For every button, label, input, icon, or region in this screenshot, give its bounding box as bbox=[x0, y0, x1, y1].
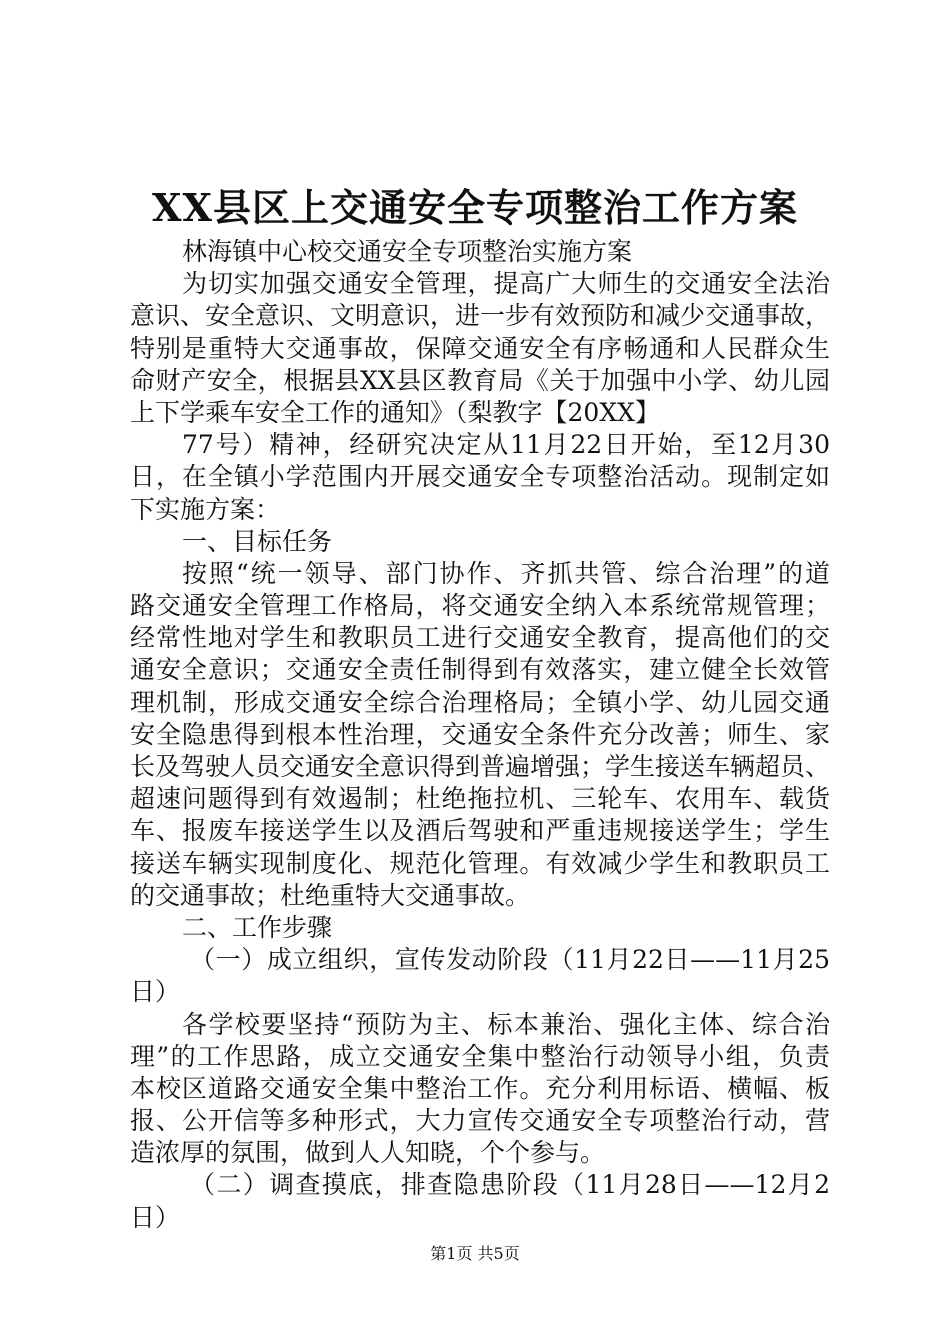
paragraph-line: 接送车辆实现制度化、规范化管理。有效减少学生和教职员工 bbox=[130, 848, 830, 878]
subsection-heading: 日） bbox=[130, 977, 181, 1007]
subsection-heading: 日） bbox=[130, 1202, 181, 1232]
paragraph-line: 意识、安全意识、文明意识，进一步有效预防和减少交通事故， bbox=[130, 301, 831, 331]
paragraph-line: 路交通安全管理工作格局，将交通安全纳入本系统常规管理； bbox=[130, 591, 830, 621]
subtitle-line: 林海镇中心校交通安全专项整治实施方案 bbox=[182, 237, 633, 266]
paragraph-line: 日，在全镇小学范围内开展交通安全专项整治活动。现制定如 bbox=[130, 462, 830, 492]
paragraph-line: 的交通事故；杜绝重特大交通事故。 bbox=[130, 880, 531, 910]
paragraph-line: 特别是重特大交通事故，保障交通安全有序畅通和人民群众生 bbox=[130, 333, 830, 363]
document-body bbox=[130, 236, 830, 1234]
paragraph-line: 经常性地对学生和教职员工进行交通安全教育，提高他们的交 bbox=[130, 623, 830, 653]
paragraph-line: 命财产安全，根据县XX县区教育局《关于加强中小学、幼儿园 bbox=[130, 365, 830, 395]
section-heading: 一、目标任务 bbox=[182, 526, 333, 556]
paragraph-line: 下实施方案： bbox=[130, 494, 281, 524]
paragraph-line: 按照“统一领导、部门协作、齐抓共管、综合治理”的道 bbox=[182, 558, 830, 588]
subsection-heading: （二）调查摸底，排查隐患阶段（11月28日——12月2 bbox=[190, 1170, 830, 1200]
paragraph-line: 通安全意识；交通安全责任制得到有效落实，建立健全长效管 bbox=[130, 655, 830, 685]
paragraph-line: 上下学乘车安全工作的通知》（梨教字【20XX】 bbox=[130, 397, 660, 427]
paragraph-line: 造浓厚的氛围，做到人人知晓，个个参与。 bbox=[130, 1138, 606, 1168]
paragraph-line: 长及驾驶人员交通安全意识得到普遍增强；学生接送车辆超员、 bbox=[130, 752, 831, 781]
paragraph-line: 理机制，形成交通安全综合治理格局；全镇小学、幼儿园交通 bbox=[130, 687, 830, 717]
page-footer: 第1页 共5页 bbox=[430, 1244, 520, 1263]
paragraph-line: 超速问题得到有效遏制；杜绝拖拉机、三轮车、农用车、载货 bbox=[130, 784, 830, 814]
paragraph-line: 理”的工作思路，成立交通安全集中整治行动领导小组，负责 bbox=[130, 1041, 830, 1071]
subsection-heading: （一）成立组织，宣传发动阶段（11月22日——11月25 bbox=[190, 945, 830, 975]
paragraph-line: 为切实加强交通安全管理，提高广大师生的交通安全法治 bbox=[182, 269, 830, 299]
paragraph-line: 本校区道路交通安全集中整治工作。充分利用标语、横幅、板 bbox=[130, 1073, 830, 1103]
paragraph-line: 车、报废车接送学生以及酒后驾驶和严重违规接送学生；学生 bbox=[130, 816, 830, 846]
paragraph-line: 安全隐患得到根本性治理，交通安全条件充分改善；师生、家 bbox=[130, 719, 830, 749]
paragraph-line: 各学校要坚持“预防为主、标本兼治、强化主体、综合治 bbox=[182, 1009, 830, 1039]
paragraph-line: 77号）精神，经研究决定从11月22日开始，至12月30 bbox=[182, 430, 830, 460]
paragraph-line: 报、公开信等多种形式，大力宣传交通安全专项整治行动，营 bbox=[130, 1106, 830, 1136]
document-title: XX县区上交通安全专项整治工作方案 bbox=[152, 185, 798, 230]
section-heading: 二、工作步骤 bbox=[182, 912, 333, 942]
